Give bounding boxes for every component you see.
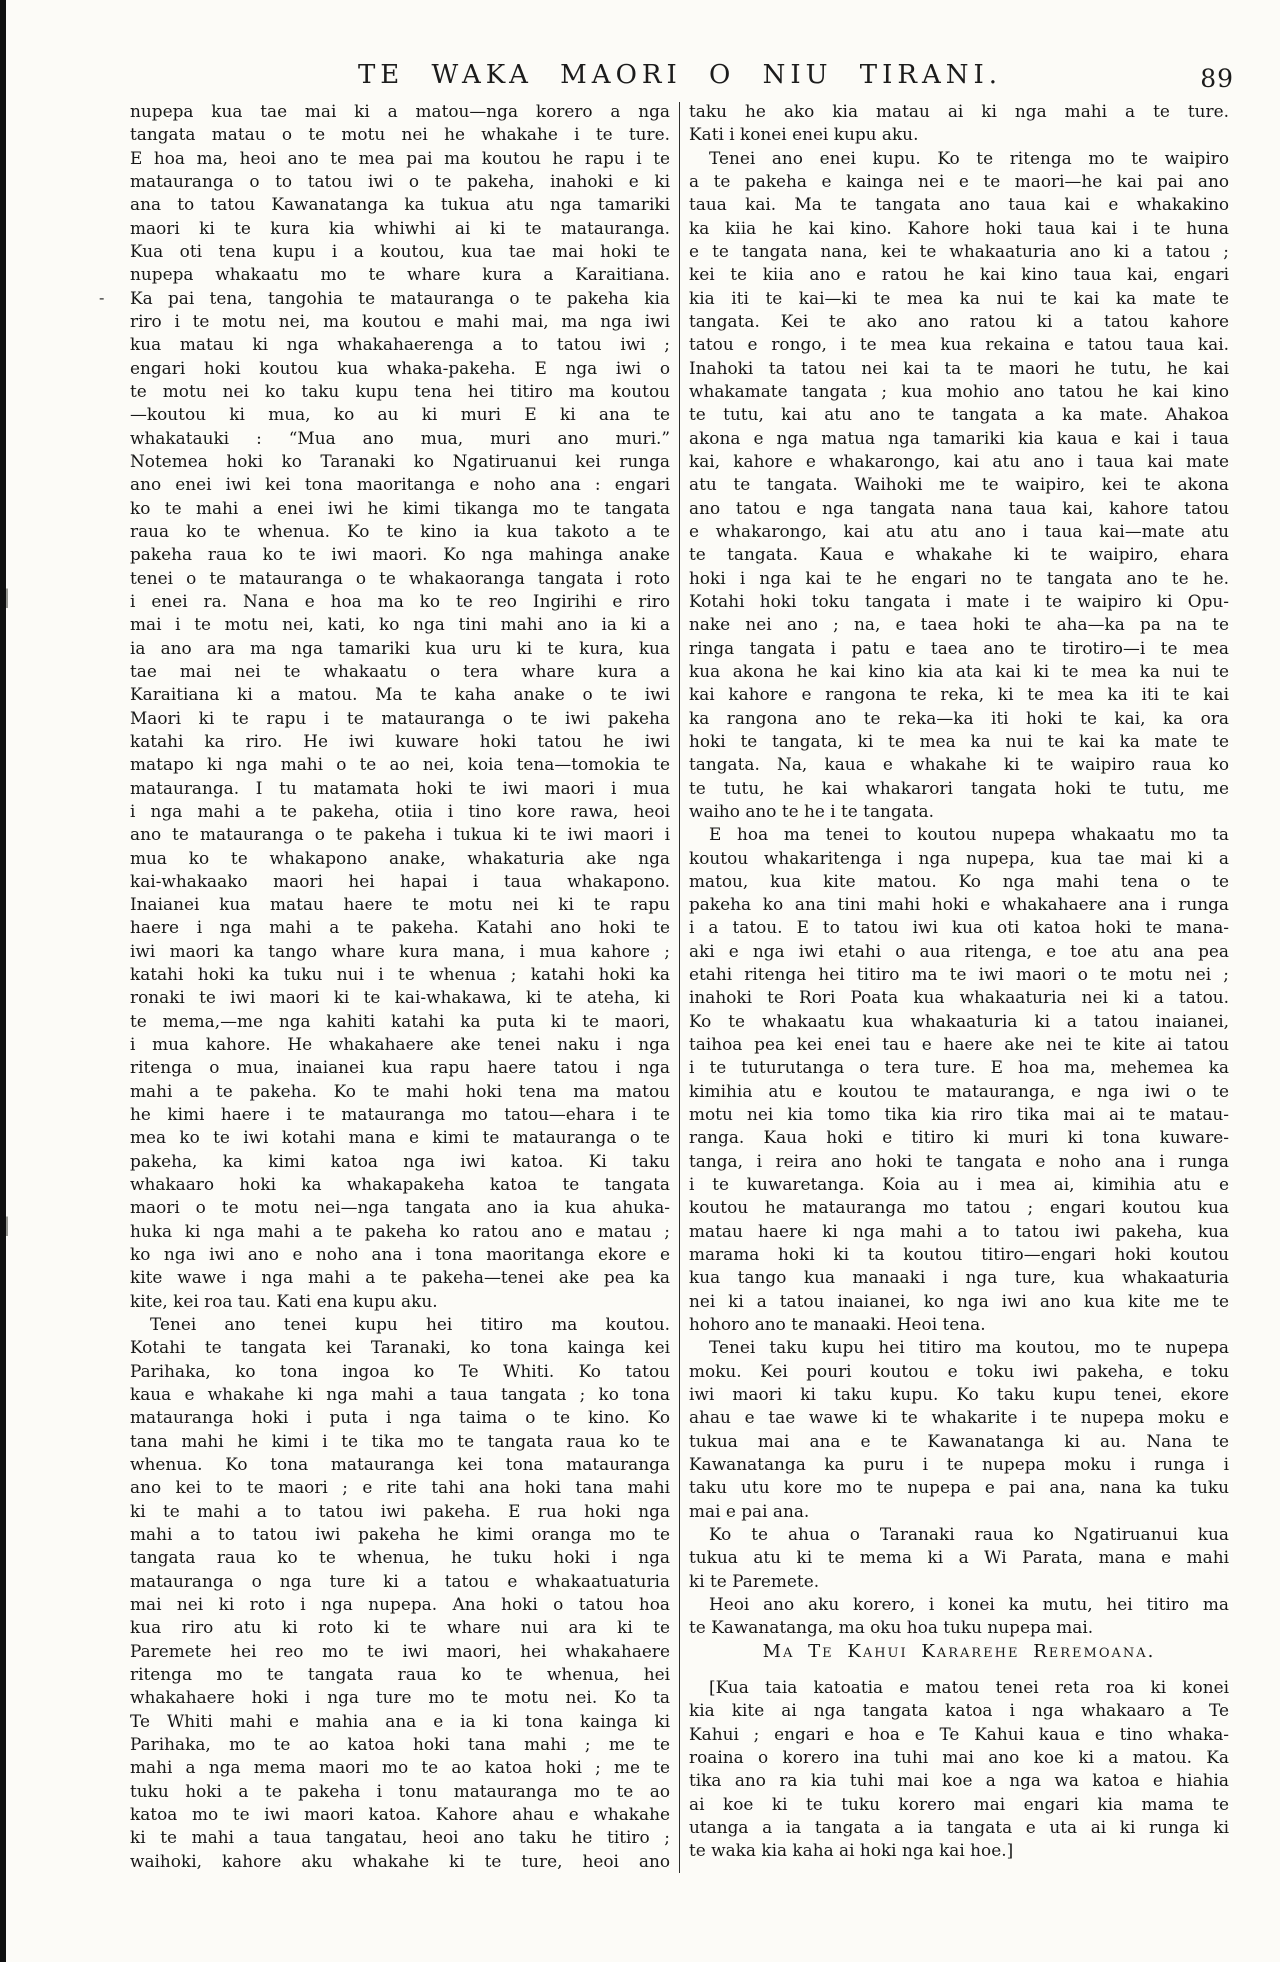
text-line: tana mahi he kimi i te tika mo te tangata raua ko te xyxy=(130,1430,670,1451)
text-line: taua kai. Ma te tangata ano taua kai e whakakino xyxy=(689,194,1229,215)
text-line: Kotahi hoki toku tangata i mate i te waipiro ki Opu- xyxy=(689,590,1229,611)
paragraph xyxy=(130,1313,670,1873)
text-line: nake nei ano ; na, e taea hoki te aha—ka pa na te xyxy=(689,614,1229,635)
text-line: kei te kiia ano e ratou he kai kino taua kai, engari xyxy=(689,264,1229,285)
text-line: atu te tangata. Waihoki me te waipiro, kei te akona xyxy=(689,474,1229,495)
text-line: kite, kei roa tau. Kati ena kupu aku. xyxy=(130,1290,438,1311)
text-line: Inaianei kua matau haere te motu nei ki te rapu xyxy=(130,894,670,915)
text-line: kua tango kua manaaki i nga ture, kua whakaaturia xyxy=(689,1267,1229,1288)
text-line: whakamate tangata ; kua mohio ano tatou he kai kino xyxy=(689,380,1229,401)
text-line: i mua kahore. He whakahaere ake tenei naku i nga xyxy=(130,1034,670,1055)
text-line: ia ano ara ma nga tamariki kua uru ki te kura, kua xyxy=(130,637,670,658)
text-line: mai i te motu nei, kati, ko nga tini mahi ano ia ki a xyxy=(130,614,670,635)
text-line: waiho ano te he i te tangata. xyxy=(689,800,934,821)
text-line: mahi a to tatou iwi pakeha he kimi oranga mo te xyxy=(130,1524,670,1545)
text-line: kia kite ai nga tangata katoa i nga whakaaro a Te xyxy=(689,1700,1229,1721)
text-line: Paremete hei reo mo te iwi maori, hei whakahaere xyxy=(130,1640,670,1661)
text-line: tangata. Na, kaua e whakahe ki te waipiro raua ko xyxy=(689,754,1229,775)
text-line: te tutu, kai atu ano te tangata a ka mate. Ahakoa xyxy=(689,404,1229,425)
text-line: ko te mahi a enei iwi he kimi tikanga mo te tangata xyxy=(130,497,670,518)
text-line: ritenga o mua, inaianei kua rapu haere tatou i nga xyxy=(130,1057,670,1078)
text-line: matou, kua kite matou. Ko nga mahi tena o te xyxy=(689,870,1229,891)
text-line: ana to tatou Kawanatanga ka tukua atu nga tamariki xyxy=(130,194,670,215)
text-line: maori o te motu nei—nga tangata ano ia kua ahuka- xyxy=(130,1197,670,1218)
text-line: matapo ki nga mahi o te ao nei, koia tena—tomokia te xyxy=(130,754,670,775)
paragraph xyxy=(689,100,1229,147)
text-line: ki te Paremete. xyxy=(689,1570,820,1591)
text-line: taku he ako kia matau ai ki nga mahi a te ture. xyxy=(689,101,1229,121)
text-line: engari hoki koutou kua whaka-pakeha. E nga iwi o xyxy=(130,357,670,378)
text-line: iwi maori ki taku kupu. Ko taku kupu tenei, ekore xyxy=(689,1384,1229,1405)
text-line: i te kuwaretanga. Koia au i mea ai, kimihia atu e xyxy=(689,1174,1229,1195)
text-line: kua akona he kai kino kia ata kai ki te mea ka nui te xyxy=(689,660,1229,681)
text-line: marama hoki ki ta koutou titiro—engari hoki koutou xyxy=(689,1244,1229,1265)
text-line: Kahui ; engari e hoa e Te Kahui kaua e tino whaka- xyxy=(689,1723,1229,1744)
text-line: kua matau ki nga whakahaerenga a to tatou iwi ; xyxy=(130,334,670,355)
text-line: iwi maori ka tango whare kura mana, i mua kahore ; xyxy=(130,940,670,961)
text-line: hoki te tangata, ki te mea ka nui te kai ka mate te xyxy=(689,730,1229,751)
text-line: matauranga. I tu matamata hoki te iwi maori i mua xyxy=(130,777,670,798)
paragraph xyxy=(689,1593,1229,1640)
text-line: ano tatou e nga tangata nana taua kai, kahore tatou xyxy=(689,497,1229,518)
text-line: i a tatou. E to tatou iwi kua oti katoa hoki te mana- xyxy=(689,917,1229,938)
text-line: kimihia atu e koutou te matauranga, e nga iwi o te xyxy=(689,1080,1229,1101)
text-line: tuku hoki a te pakeha i tonu matauranga mo te ao xyxy=(130,1780,670,1801)
text-line: Kati i konei enei kupu aku. xyxy=(689,124,919,145)
text-line: haere i nga mahi a te pakeha. Katahi ano hoki te xyxy=(130,917,670,938)
text-line: ai koe ki te tuku korero mai engari kia mama te xyxy=(689,1793,1229,1814)
text-line: huka ki nga mahi a te pakeha ko ratou ano e matau ; xyxy=(130,1220,670,1241)
text-line: ringa tangata i patu e taea ano te tirotiro—i te mea xyxy=(689,637,1229,658)
text-line: Kawanatanga ka puru i te nupepa moku i runga i xyxy=(689,1454,1229,1475)
text-line: tangata matau o te motu nei he whakahe i te ture. xyxy=(130,124,670,145)
text-line: inahoki te Rori Poata kua whakaaturia nei ki a tatou. xyxy=(689,987,1229,1008)
text-line: roaina o korero ina tuhi mai ano koe ki a matou. Ka xyxy=(689,1746,1229,1767)
text-line: ano te matauranga o te pakeha i tukua ki te iwi maori i xyxy=(130,824,670,845)
text-line: kai kahore e rangona te reka, ki te mea ka iti te kai xyxy=(689,684,1229,705)
text-line: ahau e tae wawe ki te whakarite i te nupepa moku e xyxy=(689,1407,1229,1428)
margin-dash-artifact: - xyxy=(99,288,105,307)
text-line: kaua e whakahe ki nga mahi a taua tangata ; ko tona xyxy=(130,1384,670,1405)
text-line: koutou he matauranga mo tatou ; engari koutou kua xyxy=(689,1197,1229,1218)
text-line: pakeha, ka kimi katoa nga iwi katoa. Ki taku xyxy=(130,1150,670,1171)
text-line: Kotahi te tangata kei Taranaki, ko tona kainga kei xyxy=(130,1337,670,1358)
text-line: te waka kia kaha ai hoki nga kai hoe.] xyxy=(689,1840,1014,1861)
text-line: te tutu, he kai whakarori tangata hoki te tutu, me xyxy=(689,777,1229,798)
text-line: ronaki te iwi maori ki te kai-whakawa, ki te ateha, ki xyxy=(130,987,670,1008)
right-column xyxy=(689,100,1229,1873)
text-line: te tangata. Kaua e whakahe ki te waipiro, ehara xyxy=(689,544,1229,565)
text-line: Ko te whakaatu kua whakaaturia ki a tatou inaianei, xyxy=(689,1010,1229,1031)
text-line: nupepa whakaatu mo te whare kura a Karaitiana. xyxy=(130,264,670,285)
text-line: E hoa ma tenei to koutou nupepa whakaatu mo ta xyxy=(709,824,1229,845)
text-line: ano kei to te maori ; e rite tahi ana hoki tana mahi xyxy=(130,1477,670,1498)
text-line: Ma Te Kahui Kararehe Reremoana. xyxy=(762,1640,1156,1662)
text-line: matauranga o nga ture ki a tatou e whakaatuaturia xyxy=(130,1570,670,1591)
text-line: hoki i nga kai te he engari no te tangata ano te he. xyxy=(689,567,1229,588)
text-line: mua ko te whakapono anake, whakaturia ake nga xyxy=(130,847,670,868)
text-line: whakatauki : “Mua ano mua, muri ano muri.” xyxy=(130,427,670,448)
text-line: matauranga hoki i puta i nga taima o te kino. Ko xyxy=(130,1407,670,1428)
text-line: pakeha raua ko te iwi maori. Ko nga mahinga anake xyxy=(130,544,670,565)
text-line: tatou e rongo, i te mea kua rekaina e tatou taua kai. xyxy=(689,334,1229,355)
text-line: Parihaka, ko tona ingoa ko Te Whiti. Ko tatou xyxy=(130,1360,670,1381)
paragraph xyxy=(689,1336,1229,1523)
text-line: e te tangata nana, kei te whakaaturia ano ki a tatou ; xyxy=(689,240,1229,261)
text-line: utanga a ia tangata a ia tangata e uta ai ki runga ki xyxy=(689,1816,1229,1837)
text-line: e whakarongo, kai atu atu ano i taua kai—mate atu xyxy=(689,520,1229,541)
text-line: ano enei iwi kei tona maoritanga e noho ana : engari xyxy=(130,474,670,495)
text-line: koutou whakaritenga i nga nupepa, kua tae mai ki a xyxy=(689,847,1229,868)
text-line: Notemea hoki ko Taranaki ko Ngatiruanui kei runga xyxy=(130,450,670,471)
text-columns-region xyxy=(130,100,1230,1873)
paragraph xyxy=(130,100,670,1313)
text-line: matauranga o to tatou iwi o te pakeha, inahoki e ki xyxy=(130,170,670,191)
text-line: kai-whakaako maori hei hapai i taua whakapono. xyxy=(130,870,670,891)
text-line: ki te mahi a to tatou iwi pakeha. E rua hoki nga xyxy=(130,1500,670,1521)
text-line: —koutou ki mua, ko au ki muri E ki ana te xyxy=(130,404,670,425)
paragraph xyxy=(689,1676,1229,1863)
text-line: tangata raua ko te whenua, he tuku hoki i nga xyxy=(130,1547,670,1568)
text-line: whakahaere hoki i nga ture mo te motu nei. Ko ta xyxy=(130,1687,670,1708)
text-line: Ko te ahua o Taranaki raua ko Ngatiruanui kua xyxy=(709,1524,1229,1545)
text-line: etahi ritenga hei titiro ma te iwi maori o te motu nei ; xyxy=(689,964,1229,985)
text-line: kai, kahore e whakarongo, kai atu ano i taua kai mate xyxy=(689,450,1229,471)
column-divider-rule xyxy=(679,102,680,1873)
text-line: Heoi ano aku korero, i konei ka mutu, hei titiro ma xyxy=(709,1594,1229,1614)
text-line: ko nga iwi ano e noho ana i tona maoritanga ekore e xyxy=(130,1244,670,1265)
text-line: maori ki te kura kia whiwhi ai ki te matauranga. xyxy=(130,217,670,238)
text-line: nupepa kua tae mai ki a matou—nga korero a nga xyxy=(130,101,670,121)
text-line: whakaaro hoki ka whakapakeha katoa te tangata xyxy=(130,1174,670,1195)
text-line: katahi ka riro. He iwi kuware hoki tatou he iwi xyxy=(130,730,670,751)
text-line: Tenei ano tenei kupu hei titiro ma koutou. xyxy=(150,1314,670,1335)
text-line: te Kawanatanga, ma oku hoa tuku nupepa mai. xyxy=(689,1617,1094,1638)
text-line: ritenga mo te tangata raua ko te whenua, hei xyxy=(130,1663,670,1684)
text-line: i nga mahi a te pakeha, otiia i tino kore rawa, heoi xyxy=(130,800,670,821)
left-column xyxy=(130,100,670,1873)
text-line: tika ano ra kia tuhi mai koe a nga wa katoa e hiahia xyxy=(689,1770,1229,1791)
text-line: tangata. Kei te ako ano ratou ki a tatou kahore xyxy=(689,310,1229,331)
text-line: ki te mahi a taua tangatau, heoi ano taku he titiro ; xyxy=(130,1827,670,1848)
text-line: mai nei ki roto i nga nupepa. Ana hoki o tatou hoa xyxy=(130,1594,670,1614)
paragraph xyxy=(689,1523,1229,1593)
text-line: a te pakeha e kainga nei e te maori—he kai pai ano xyxy=(689,170,1229,191)
text-line: motu nei kia tomo tika kia riro tika mai ai te matau- xyxy=(689,1104,1229,1125)
text-line: taku utu kore mo te nupepa e pai ana, nana ka tuku xyxy=(689,1477,1229,1498)
text-line: he kimi haere i te matauranga mo tatou—ehara i te xyxy=(130,1104,670,1125)
text-line: hohoro ano te manaaki. Heoi tena. xyxy=(689,1314,986,1335)
text-line: tenei o te matauranga o te whakaoranga tangata i roto xyxy=(130,567,670,588)
scan-gutter-artifact xyxy=(0,0,6,1962)
paragraph xyxy=(689,147,1229,824)
text-line: aki e nga iwi etahi o aua ritenga, e toe atu ana pea xyxy=(689,940,1229,961)
text-line: kite wawe i nga mahi a te pakeha—tenei ake pea ka xyxy=(130,1267,670,1288)
text-line: Parihaka, mo te ao katoa hoki tana mahi ; me te xyxy=(130,1733,670,1754)
text-line: i enei ra. Nana e hoa ma ko te reo Ingirihi e riro xyxy=(130,590,670,611)
text-line: kia iti te kai—ki te mea ka nui te kai ka mate te xyxy=(689,287,1229,308)
page-number: 89 xyxy=(1200,64,1234,93)
text-line: E hoa ma, heoi ano te mea pai ma koutou he rapu i te xyxy=(130,147,670,168)
text-line: tae mai nei te whakaatu o tera whare kura a xyxy=(130,660,670,681)
text-line: katahi hoki ka tuku nui i te whenua ; katahi hoki ka xyxy=(130,964,670,985)
text-line: taihoa pea kei enei tau e haere ake nei te kite ai tatou xyxy=(689,1034,1229,1055)
text-line: Tenei ano enei kupu. Ko te ritenga mo te waipiro xyxy=(709,147,1229,168)
text-line: mahi a nga mema maori mo te ao katoa hoki ; me te xyxy=(130,1757,670,1778)
text-line: riro i te motu nei, ma koutou e mahi mai, ma nga iwi xyxy=(130,310,670,331)
text-line: ka kiia he kai kino. Kahore hoki taua kai i te huna xyxy=(689,217,1229,238)
text-line: te mema,—me nga kahiti katahi ka puta ki te maori, xyxy=(130,1010,670,1031)
text-line: ranga. Kaua hoki e titiro ki muri ki tona kuware- xyxy=(689,1127,1229,1148)
text-line: ka rangona ano te reka—ka iti hoki te kai, ka ora xyxy=(689,707,1229,728)
text-line: akona e nga matua nga tamariki kia kaua e kai i taua xyxy=(689,427,1229,448)
text-line: kua riro atu ki roto ki te whare nui ara ki te xyxy=(130,1617,670,1638)
paragraph xyxy=(689,823,1229,1336)
text-line: Maori ki te rapu i te matauranga o te iwi pakeha xyxy=(130,707,670,728)
signature-line xyxy=(689,1640,1229,1663)
text-line: Tenei taku kupu hei titiro ma koutou, mo te nupepa xyxy=(709,1337,1229,1358)
text-line: katoa mo te iwi maori katoa. Kahore ahau e whakahe xyxy=(130,1803,670,1824)
text-line: Ka pai tena, tangohia te matauranga o te pakeha kia xyxy=(130,287,670,308)
text-line: pakeha ko ana tini mahi hoki e whakahaere ana i runga xyxy=(689,894,1229,915)
text-line: mai e pai ana. xyxy=(689,1500,810,1521)
text-line: [Kua taia katoatia e matou tenei reta roa ki konei xyxy=(709,1676,1229,1697)
text-line: Te Whiti mahi e mahia ana e ia ki tona kainga ki xyxy=(130,1710,670,1731)
page-title: TE WAKA MAORI O NIU TIRANI. xyxy=(357,60,1003,90)
text-line: mahi a te pakeha. Ko te mahi hoki tena ma matou xyxy=(130,1080,670,1101)
text-line: te motu nei ko taku kupu tena hei titiro ma koutou xyxy=(130,380,670,401)
text-line: matau haere ki nga mahi a to tatou iwi pakeha, kua xyxy=(689,1220,1229,1241)
text-line: moku. Kei pouri koutou e toku iwi pakeha, e toku xyxy=(689,1360,1229,1381)
text-line: Kua oti tena kupu i a koutou, kua tae mai hoki te xyxy=(130,240,670,261)
text-line: mea ko te iwi kotahi mana e kimi te matauranga o te xyxy=(130,1127,670,1148)
text-line: whenua. Ko tona matauranga kei tona matauranga xyxy=(130,1454,670,1475)
text-line: Karaitiana ki a matou. Ma te kaha anake o te iwi xyxy=(130,684,670,705)
text-line: tukua mai ana e te Kawanatanga ki au. Nana te xyxy=(689,1430,1229,1451)
text-line: tukua atu ki te mema ki a Wi Parata, mana e mahi xyxy=(689,1547,1229,1568)
text-line: Inahoki ta tatou nei kai ta te maori he tutu, he kai xyxy=(689,357,1229,378)
text-line: nei ki a tatou inaianei, ko nga iwi ano kua kite me te xyxy=(689,1290,1229,1311)
text-line: i te tuturutanga o tera ture. E hoa ma, mehemea ka xyxy=(689,1057,1229,1078)
text-line: tanga, i reira ano hoki te tangata e noho ana i runga xyxy=(689,1150,1229,1171)
text-line: raua ko te whenua. Ko te kino ia kua takoto a te xyxy=(130,520,670,541)
text-line: waihoki, kahore aku whakahe ki te ture, heoi ano xyxy=(130,1850,670,1871)
